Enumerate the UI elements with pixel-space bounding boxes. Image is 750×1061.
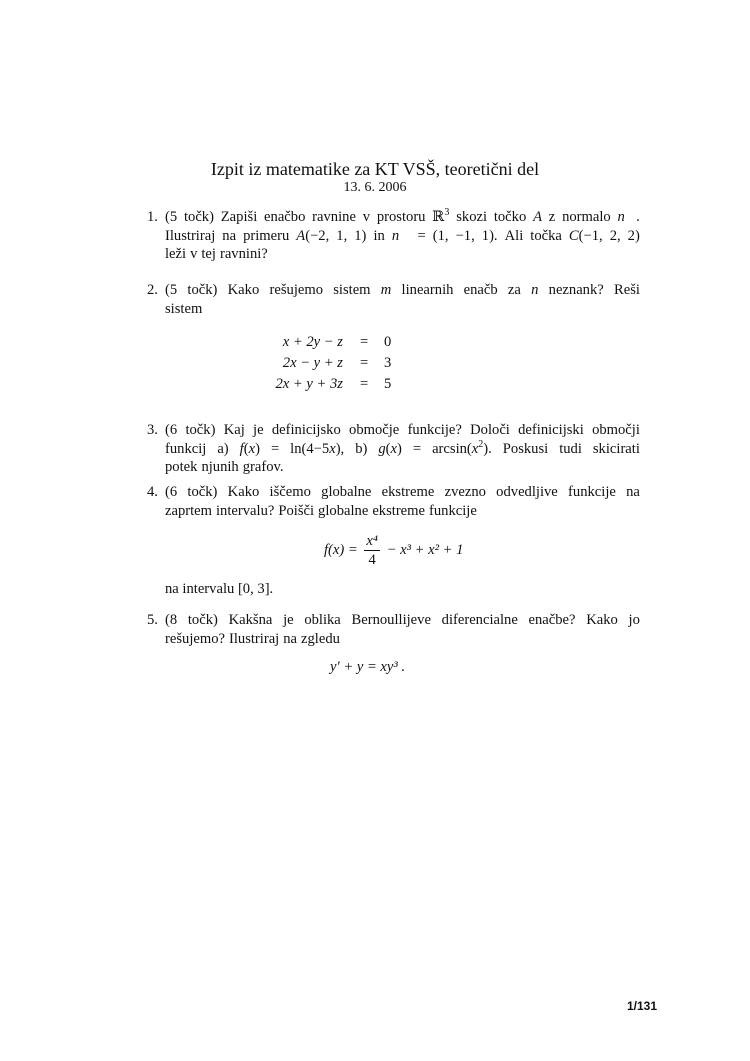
- word: in: [373, 227, 385, 244]
- equation-rhs: 5: [384, 376, 392, 392]
- question-number: 3.: [147, 422, 158, 438]
- equation-sign: =: [360, 355, 369, 371]
- word: leži: [165, 246, 187, 262]
- word: zvezno: [444, 484, 486, 500]
- page-title: Izpit iz matematike za KT VSŠ, teoretični del: [210, 159, 540, 179]
- word: na: [626, 484, 640, 500]
- word: iščemo: [269, 484, 311, 500]
- word: definicijsko: [271, 422, 341, 438]
- word: na: [222, 227, 237, 244]
- text-line: [165, 227, 640, 246]
- word: globalne: [321, 484, 372, 500]
- text-line: [165, 245, 640, 264]
- word: =: [412, 440, 422, 457]
- question-number: 1.: [147, 209, 158, 225]
- question-text: [165, 208, 640, 264]
- equation-sign: =: [360, 376, 369, 392]
- question-number: 4.: [147, 484, 158, 500]
- word: 1,: [336, 227, 348, 244]
- word: točk): [187, 612, 218, 628]
- word: Kaj: [223, 422, 245, 438]
- word: potek: [165, 459, 198, 475]
- word: tudi: [559, 440, 582, 457]
- formula-question-4: [324, 532, 463, 569]
- word: primeru: [243, 227, 290, 244]
- word: točk): [187, 282, 218, 298]
- formula-lhs: f(x) =: [324, 541, 358, 558]
- word: Kako: [227, 282, 260, 298]
- text-line: [165, 300, 640, 319]
- word: 1): [354, 227, 367, 244]
- word: 2,: [609, 227, 621, 244]
- question-1: [147, 208, 640, 264]
- word: n⃗: [391, 227, 411, 244]
- fraction: [364, 532, 380, 569]
- question-number: 5.: [147, 612, 158, 628]
- word: enačbe?: [528, 612, 576, 628]
- word: g(x): [378, 440, 402, 457]
- word: ℝ$^3$: [432, 207, 450, 225]
- word: (5: [165, 282, 178, 298]
- word: rešujemo?: [165, 630, 225, 647]
- word: linearnih: [401, 282, 454, 298]
- word: v: [362, 209, 371, 225]
- question-2: [147, 281, 640, 318]
- question-3: [147, 421, 640, 477]
- word: točk): [183, 209, 214, 225]
- word: rešujemo: [269, 282, 323, 298]
- word: n: [531, 282, 539, 298]
- word: Bernoullijeve: [351, 612, 431, 628]
- word: m: [380, 282, 392, 298]
- word: točk): [185, 422, 216, 438]
- word: zgledu: [301, 630, 340, 647]
- text-line: [165, 440, 640, 459]
- word: ekstreme: [372, 502, 425, 519]
- word: točk): [187, 484, 218, 500]
- word: ravnine: [312, 209, 356, 225]
- text-line: [165, 458, 640, 477]
- text-line: [165, 611, 640, 630]
- text-line: [165, 630, 640, 649]
- word: $\arcsin(x^2)$.: [432, 438, 492, 457]
- word: prostoru: [376, 209, 426, 225]
- word: točka: [530, 227, 562, 244]
- word: C(−1,: [568, 227, 603, 244]
- question-text: [165, 421, 640, 477]
- word: neznank?: [548, 282, 604, 298]
- equation-sign: =: [360, 334, 369, 350]
- equation-rhs: 0: [384, 334, 392, 350]
- word: skicirati: [592, 440, 640, 457]
- word: oblika: [304, 612, 341, 628]
- word: sistem: [165, 300, 203, 317]
- word: −1,: [455, 227, 475, 244]
- word: 2): [627, 227, 640, 244]
- word: (1,: [432, 227, 449, 244]
- word: A(−2,: [296, 227, 330, 244]
- word: ravnini?: [219, 246, 268, 262]
- question-text: [165, 611, 640, 648]
- formula-question-5: y′ + y = xy³ .: [330, 659, 406, 675]
- word: b): [355, 440, 368, 457]
- word: Poišči: [278, 502, 315, 519]
- word: območji: [592, 422, 640, 438]
- question-4: [147, 483, 640, 520]
- question-text: [165, 483, 640, 520]
- word: območje: [349, 422, 400, 438]
- text-line: [165, 281, 640, 300]
- word: Ilustriraj: [228, 630, 280, 647]
- word: odvedljive: [496, 484, 558, 500]
- word: v: [190, 246, 198, 262]
- equation-lhs: 2x − y + z: [282, 355, 343, 371]
- word: (6: [165, 422, 178, 438]
- word: f(x): [239, 440, 260, 457]
- word: zaprtem: [165, 502, 212, 519]
- word: Kakšna: [228, 612, 273, 628]
- exam-date: 13. 6. 2006: [343, 180, 407, 195]
- word: je: [283, 612, 294, 628]
- text-line: [165, 483, 640, 502]
- word: Kako: [586, 612, 618, 628]
- word: njunih: [201, 459, 239, 475]
- word: Poskusi: [502, 440, 549, 457]
- question-5: [147, 611, 640, 648]
- word: A: [533, 209, 542, 225]
- interval-text: na intervalu [0, 3].: [165, 581, 274, 597]
- word: enačb: [463, 282, 498, 298]
- equation-lhs: x + 2y − z: [282, 334, 343, 350]
- word: Ali: [504, 227, 524, 244]
- word: jo: [628, 612, 640, 628]
- word: n⃗.: [617, 209, 640, 225]
- word: grafov.: [242, 459, 284, 475]
- word: na: [283, 630, 298, 647]
- word: z: [548, 209, 556, 225]
- word: skozi: [456, 209, 488, 225]
- word: ekstreme: [381, 484, 435, 500]
- word: funkcije: [568, 484, 616, 500]
- word: Kako: [227, 484, 260, 500]
- text-line: [165, 208, 640, 227]
- word: je: [253, 422, 264, 438]
- word: ln(4−5x),: [290, 440, 345, 457]
- word: (6: [165, 484, 178, 500]
- word: 1).: [481, 227, 498, 244]
- word: (5: [165, 209, 178, 225]
- word: Zapiši: [220, 209, 258, 225]
- word: funkcije?: [407, 422, 462, 438]
- word: (8: [165, 612, 178, 628]
- formula-rest: − x³ + x² + 1: [386, 541, 464, 558]
- word: =: [417, 227, 426, 244]
- text-line: [165, 502, 640, 521]
- page-number: 1/131: [626, 999, 657, 1013]
- word: =: [270, 440, 280, 457]
- text-line: [165, 421, 640, 440]
- word: definicijski: [518, 422, 584, 438]
- fraction-denominator: 4: [368, 552, 376, 568]
- word: intervalu?: [216, 502, 275, 519]
- word: točko: [493, 209, 527, 225]
- word: Določi: [470, 422, 510, 438]
- word: Reši: [614, 282, 640, 298]
- word: diferencialne: [441, 612, 518, 628]
- word: za: [507, 282, 521, 298]
- word: a): [217, 440, 229, 457]
- word: funkcij: [165, 440, 207, 457]
- fraction-numerator: x⁴: [366, 533, 378, 549]
- word: sistem: [333, 282, 371, 298]
- word: tej: [201, 246, 216, 262]
- word: globalne: [318, 502, 369, 519]
- equation-rhs: 3: [384, 355, 392, 371]
- word: Ilustriraj: [165, 227, 216, 244]
- word: funkcije: [429, 502, 477, 519]
- question-text: [165, 281, 640, 318]
- equation-lhs: 2x + y + 3z: [275, 376, 343, 392]
- word: normalo: [562, 209, 611, 225]
- question-number: 2.: [147, 282, 158, 298]
- word: enačbo: [264, 209, 306, 225]
